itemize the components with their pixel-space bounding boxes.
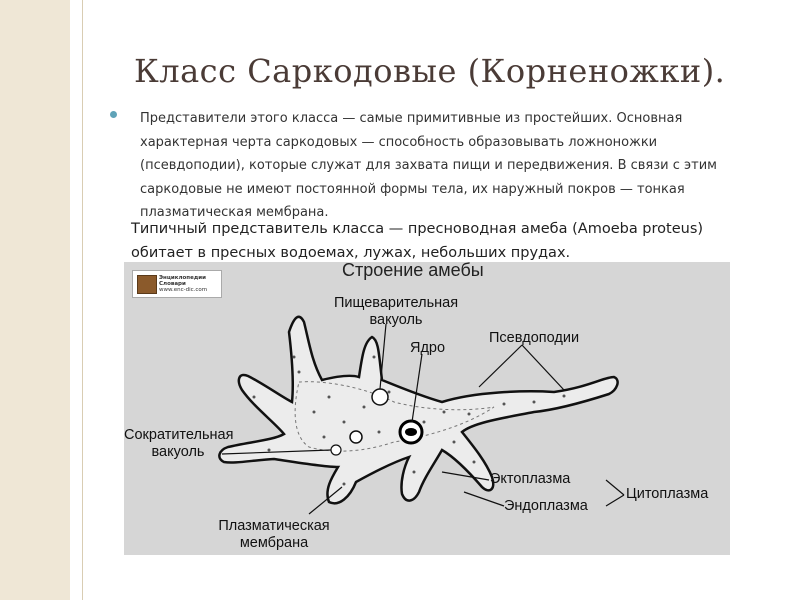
logo-line-2: Словари [159,281,186,287]
figure-title: Строение амебы [342,260,484,280]
label-endoplasm: Эндоплазма [504,498,588,514]
label-cytoplasm: Цитоплазма [626,486,709,502]
label-digestive-vacuole-line2: вакуоль [369,312,423,328]
small-vacuole [350,431,362,443]
label-plasma-membrane-line2: мембрана [239,535,309,551]
digestive-vacuole [372,389,388,405]
slide-title: Класс Саркодовые (Корненожки). [134,52,726,90]
nucleus-inner [405,428,417,436]
label-contractile-vacuole-line2: вакуоль [151,444,205,460]
decorative-divider-line [82,0,83,600]
contractile-vacuole [331,445,341,455]
amoeba-figure [124,262,730,555]
label-digestive-vacuole-line1: Пищеварительная [333,295,459,311]
paragraph-description: Представители этого класса — самые примитивные из простейших. Основная характерная черта саркодовых — способность образовывать ложноножки (псевдоподии), которые служат для захвата пищи и передвижения. В связи с этим саркодовые не имеют постоянной формы тела, их наружный покров — тонкая плазматическая мембрана. [140,111,717,220]
paragraph-representative: Типичный представитель класса — пресноводная амеба (Amoeba proteus) обитает в пресных водоемах, лужах, небольших прудах. [131,221,704,261]
label-plasma-membrane [194,518,354,552]
logo-line-1: Энциклопедии [159,275,206,281]
label-contractile-vacuole-line1: Сократительная [124,427,234,443]
label-ectoplasm: Эктоплазма [490,471,571,487]
book-icon [137,275,157,294]
logo-url: www.enc-dic.com [159,287,208,293]
decorative-left-band [0,0,70,600]
label-plasma-membrane-line1: Плазматическая [218,518,330,534]
label-pseudopodia: Псевдоподии [489,330,580,346]
label-contractile-vacuole [124,427,232,461]
bullet-icon [110,111,117,118]
label-digestive-vacuole [316,295,476,329]
label-nucleus: Ядро [410,340,446,356]
encyclopedia-logo [132,270,222,298]
